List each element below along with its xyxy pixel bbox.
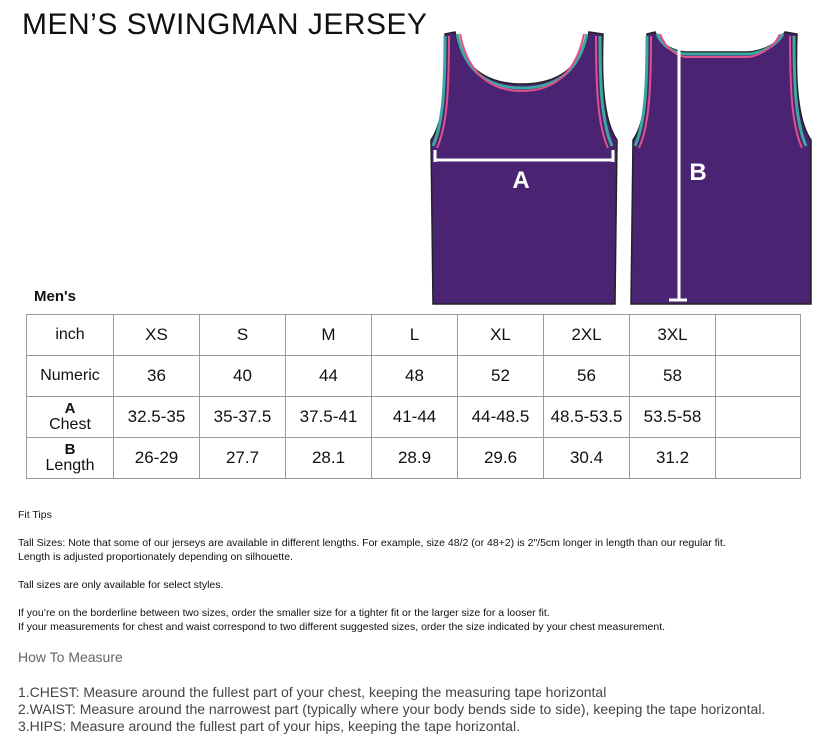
size-chart-table [26,314,801,479]
table-cell: 58 [630,356,716,397]
header-cell: M [286,315,372,356]
table-cell: 53.5-58 [630,397,716,438]
table-cell [716,438,801,479]
tall-sizes-note-2: Length is adjusted proportionately depending on silhouette. [18,551,293,563]
header-cell: 3XL [630,315,716,356]
tall-sizes-note: Tall Sizes: Note that some of our jerseys are available in different lengths. For example, size 48/2 (or 48+2) is 2"/5cm longer in length than our regular fit. [18,537,726,549]
table-header-row [27,315,801,356]
table-cell: 48.5-53.5 [544,397,630,438]
header-cell: S [200,315,286,356]
row-label [27,438,114,479]
table-cell: 28.9 [372,438,458,479]
jersey-back-diagram [625,28,820,308]
table-cell: 41-44 [372,397,458,438]
header-cell: L [372,315,458,356]
table-cell: 52 [458,356,544,397]
table-cell: 36 [114,356,200,397]
fit-tips [18,508,818,634]
table-row [27,438,801,479]
how-to-measure-steps [18,684,765,735]
table-row [27,356,801,397]
header-cell: XL [458,315,544,356]
header-cell: 2XL [544,315,630,356]
row-word: Chest [49,415,91,433]
table-cell [716,356,801,397]
row-label: Numeric [27,356,114,397]
table-cell: 48 [372,356,458,397]
table-cell: 27.7 [200,438,286,479]
row-letter: A [64,399,76,417]
table-cell: 29.6 [458,438,544,479]
header-cell: inch [27,315,114,356]
table-cell [716,397,801,438]
chest-waist-tip: If your measurements for chest and waist correspond to two different suggested sizes, order the size indicated by your chest measurement. [18,621,666,633]
row-letter: B [64,440,76,458]
how-to-measure-heading: How To Measure [18,649,123,665]
table-cell: 30.4 [544,438,630,479]
table-cell: 28.1 [286,438,372,479]
table-cell: 56 [544,356,630,397]
measure-label-b: B [689,159,707,186]
table-cell: 37.5-41 [286,397,372,438]
borderline-tip: If you’re on the borderline between two sizes, order the smaller size for a tighter fit or the larger size for a looser fit. [18,607,550,619]
row-word: Length [45,456,95,474]
table-row [27,397,801,438]
table-cell: 26-29 [114,438,200,479]
page-title: MEN’S SWINGMAN JERSEY [22,8,428,41]
fit-tips-heading: Fit Tips [18,509,52,521]
jersey-front-diagram [425,28,620,308]
table-cell: 32.5-35 [114,397,200,438]
jersey-back-body [631,32,811,304]
table-cell: 40 [200,356,286,397]
tall-sizes-availability: Tall sizes are only available for select styles. [18,579,224,591]
table-cell: 35-37.5 [200,397,286,438]
table-cell: 31.2 [630,438,716,479]
section-label: Men's [34,288,76,305]
table-cell: 44 [286,356,372,397]
header-cell [716,315,801,356]
row-label [27,397,114,438]
header-cell: XS [114,315,200,356]
step-chest: 1.CHEST: Measure around the fullest part of your chest, keeping the measuring tape horizontal [18,684,607,700]
step-waist: 2.WAIST: Measure around the narrowest part (typically where your body bends side to side), keeping the tape horizontal. [18,701,766,717]
step-hips: 3.HIPS: Measure around the fullest part of your hips, keeping the tape horizontal. [18,718,520,734]
table-cell: 44-48.5 [458,397,544,438]
measure-label-a: A [512,167,530,194]
